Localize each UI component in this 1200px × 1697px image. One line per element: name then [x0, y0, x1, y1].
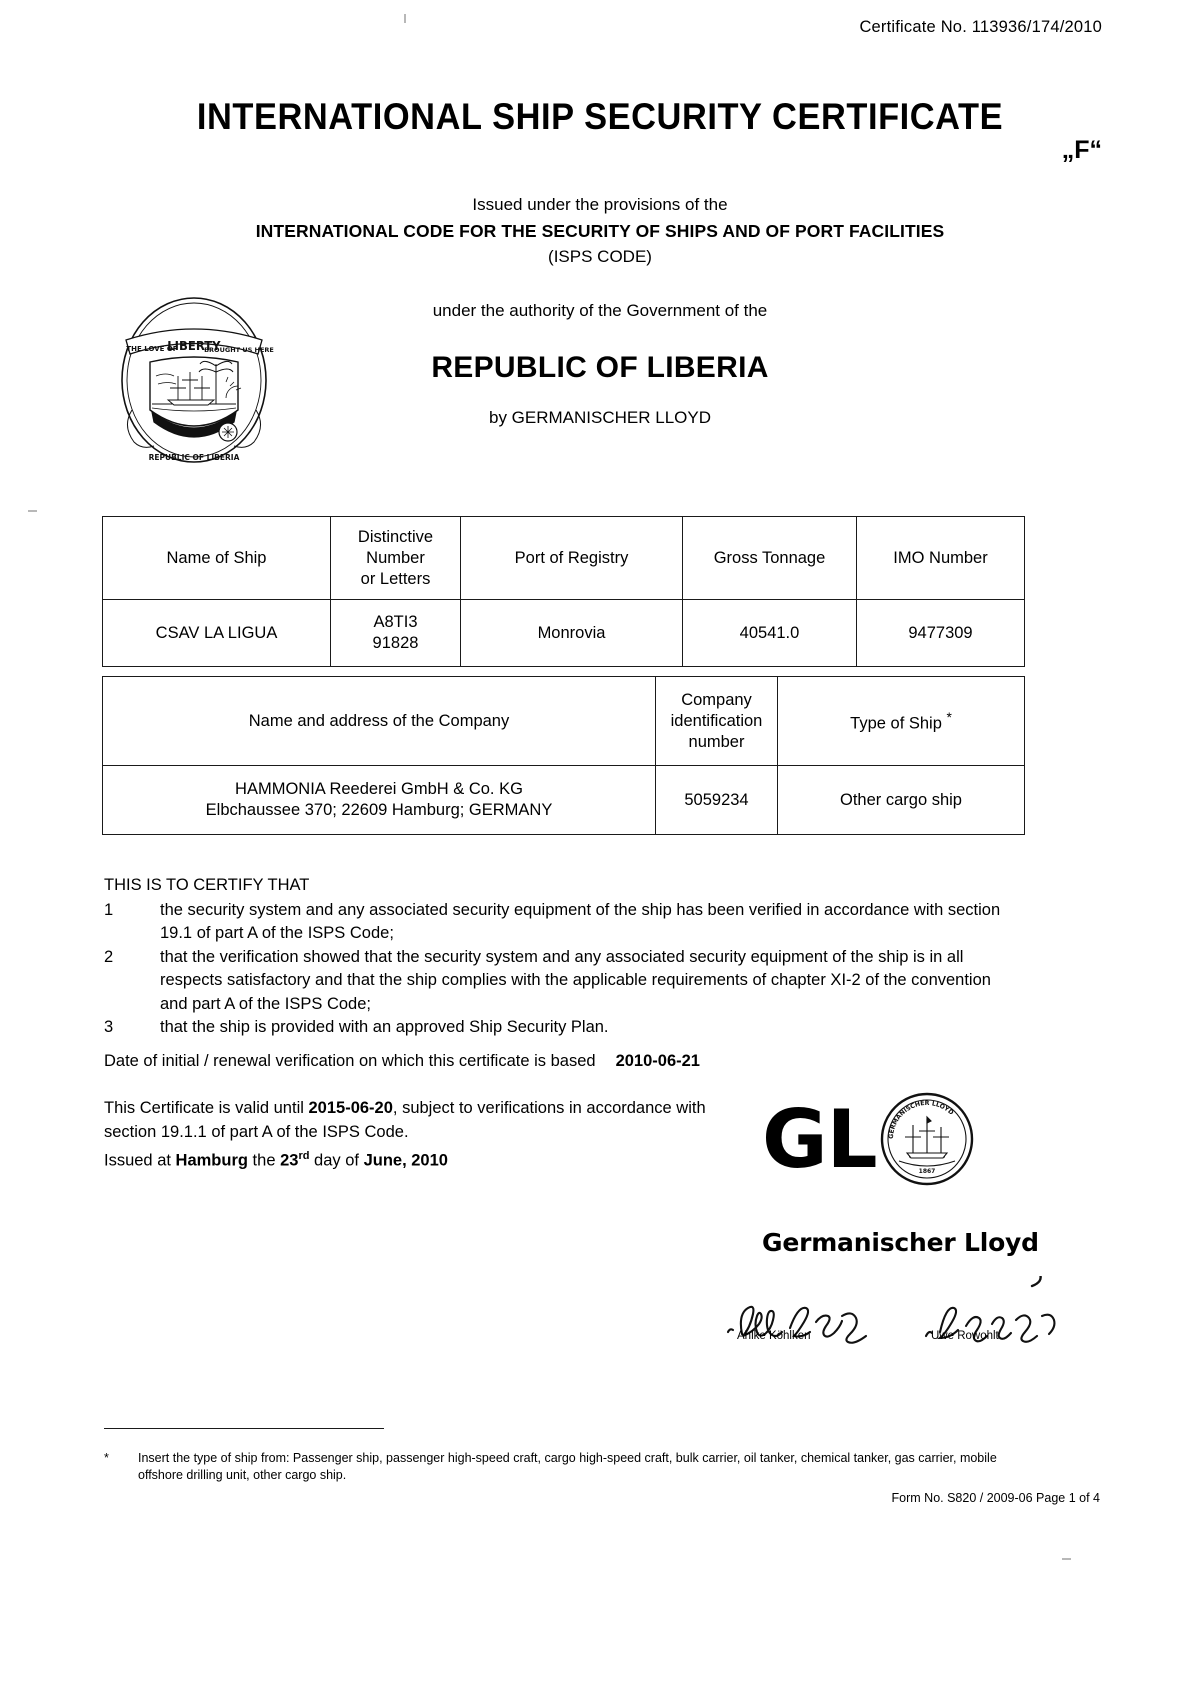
gl-seal-icon: [879, 1091, 975, 1192]
cell-company-name-address: [103, 766, 656, 835]
issuing-organisation: by GERMANISCHER LLOYD: [489, 408, 711, 427]
col-header-name-of-ship: Name of Ship: [103, 517, 331, 600]
clause-text: that the ship is provided with an approved Ship Security Plan.: [160, 1018, 609, 1036]
gl-wordmark: [762, 1228, 1042, 1257]
cell-distinctive-number: [331, 600, 461, 667]
table-header-row: [103, 677, 1025, 766]
certification-statements: [104, 874, 1004, 1040]
cell-company-address: Elbchaussee 370; 22609 Hamburg; GERMANY: [205, 801, 553, 819]
validity-prefix: This Certificate is valid until: [104, 1099, 309, 1117]
col-header-distinctive-line2: Number: [366, 548, 425, 567]
registration-mark-top: [404, 14, 406, 23]
col-header-port-of-registry: Port of Registry: [461, 517, 683, 600]
col-header-imo-number: IMO Number: [857, 517, 1025, 600]
validity-statement: [104, 1096, 744, 1144]
signatory-name-1: Ahlke Köhlken: [737, 1330, 811, 1342]
registration-mark-left: [28, 510, 37, 512]
issued-under-line-2: INTERNATIONAL CODE FOR THE SECURITY OF SHIPS AND OF PORT FACILITIES: [255, 221, 945, 241]
certify-clause: [104, 946, 1004, 1017]
verification-date-label: Date of initial / renewal verification on which this certificate is based: [104, 1052, 596, 1070]
issued-under-line-3: (ISPS CODE): [548, 247, 652, 266]
issued-under-block: [0, 192, 1200, 270]
col-header-gross-tonnage: Gross Tonnage: [683, 517, 857, 600]
col-header-distinctive-line3: or Letters: [360, 569, 431, 588]
table-row: [103, 766, 1025, 835]
footnote-marker: *: [946, 710, 952, 726]
footnote-text: Insert the type of ship from: Passenger ship, passenger high-speed craft, cargo high-speed craft, bulk carrier, oil tanker, chemical tanker, gas carrier, mobile offshore drilling unit, other cargo ship.: [138, 1451, 997, 1482]
svg-text:LIBERTY: LIBERTY: [167, 338, 221, 354]
issued-under-line-1: Issued under the provisions of the: [472, 195, 728, 214]
table-row: [103, 600, 1025, 667]
cell-company-id: 5059234: [656, 766, 778, 835]
gl-monogram: GL: [762, 1093, 877, 1186]
col-header-distinctive-line1: Distinctive: [357, 527, 434, 546]
verification-date-line: [104, 1052, 700, 1071]
issuance-month-year: June, 2010: [363, 1151, 448, 1170]
table-header-row: [103, 517, 1025, 600]
col-header-type-of-ship: [778, 677, 1025, 766]
germanischer-lloyd-logo: [762, 1090, 1012, 1190]
col-header-company-id-line1: Company: [681, 690, 752, 709]
issuance-line: [104, 1150, 448, 1171]
issuance-place: Hamburg: [175, 1151, 248, 1170]
clause-number: 1: [104, 900, 114, 919]
certify-heading: THIS IS TO CERTIFY THAT: [104, 876, 310, 894]
col-header-type-of-ship-label: Type of Ship: [850, 714, 942, 733]
clause-number: 3: [104, 1018, 114, 1036]
svg-text:THE LOVE OF: THE LOVE OF: [126, 345, 178, 353]
certificate-number: Certificate No. 113936/174/2010: [859, 18, 1102, 36]
certify-clause: [104, 899, 1004, 946]
clause-number: 2: [104, 947, 114, 966]
issuance-middle-2: day of: [309, 1151, 364, 1170]
ship-particulars-table: [102, 516, 1025, 667]
cell-call-sign: A8TI3: [373, 613, 418, 631]
col-header-company-id: [656, 677, 778, 766]
cell-gross-tonnage: 40541.0: [683, 600, 857, 667]
col-header-company-id-line3: number: [688, 732, 745, 751]
cell-port-of-registry: Monrovia: [461, 600, 683, 667]
col-header-company-name-address: Name and address of the Company: [103, 677, 656, 766]
gl-seal-year: 1867: [918, 1167, 935, 1175]
wordmark-flourish: [1020, 1276, 1041, 1286]
certify-clause: [104, 1016, 1004, 1040]
issuance-prefix: Issued at: [104, 1151, 176, 1170]
footnote: [104, 1450, 1014, 1484]
footnote-divider: [104, 1428, 384, 1429]
grade-mark: „F“: [1061, 136, 1102, 164]
clause-text: that the verification showed that the security system and any associated security equipment of the ship is in all respects satisfactory and that the ship complies with the applicable requirements of chapter XI-2 of the convention and part A of the ISPS Code;: [160, 947, 991, 1013]
verification-date-value: 2010-06-21: [615, 1052, 700, 1070]
cell-official-number: 91828: [372, 634, 419, 652]
svg-text:GERMANISCHER LLOYD: GERMANISCHER LLOYD: [887, 1099, 955, 1139]
footnote-star: *: [104, 1451, 109, 1465]
gl-wordmark-text: Germanischer Lloyd: [762, 1228, 1039, 1257]
cell-imo-number: 9477309: [857, 600, 1025, 667]
company-particulars-table: [102, 676, 1025, 835]
validity-date: 2015-06-20: [308, 1099, 393, 1117]
issuance-day: 23: [280, 1151, 299, 1170]
col-header-company-id-line2: identification: [670, 711, 763, 730]
issuing-country: REPUBLIC OF LIBERIA: [431, 351, 769, 384]
form-number: Form No. S820 / 2009-06 Page 1 of 4: [891, 1491, 1100, 1505]
authority-preamble: under the authority of the Government of the: [432, 301, 768, 320]
issuance-day-suffix: rd: [298, 1150, 310, 1162]
col-header-distinctive-number: [331, 517, 461, 600]
clause-text: the security system and any associated security equipment of the ship has been verified in accordance with section 19.1 of part A of the ISPS Code;: [160, 900, 1001, 942]
validity-suffix: , subject to verifications in accordance with section 19.1.1 of part A of the ISPS Code.: [104, 1099, 706, 1141]
signatory-name-2: Uwe Rowohlt: [931, 1330, 999, 1342]
registration-mark-bottom: [1062, 1558, 1071, 1560]
svg-text:REPUBLIC OF LIBERIA: REPUBLIC OF LIBERIA: [148, 453, 240, 462]
issuance-middle: the: [247, 1151, 281, 1170]
page-title: INTERNATIONAL SHIP SECURITY CERTIFICATE: [196, 96, 1004, 137]
cell-name-of-ship: CSAV LA LIGUA: [103, 600, 331, 667]
cell-type-of-ship: Other cargo ship: [778, 766, 1025, 835]
signature-block: [720, 1276, 1080, 1356]
svg-text:BROUGHT US HERE: BROUGHT US HERE: [204, 346, 274, 354]
cell-company-name: HAMMONIA Reederei GmbH & Co. KG: [235, 780, 523, 798]
